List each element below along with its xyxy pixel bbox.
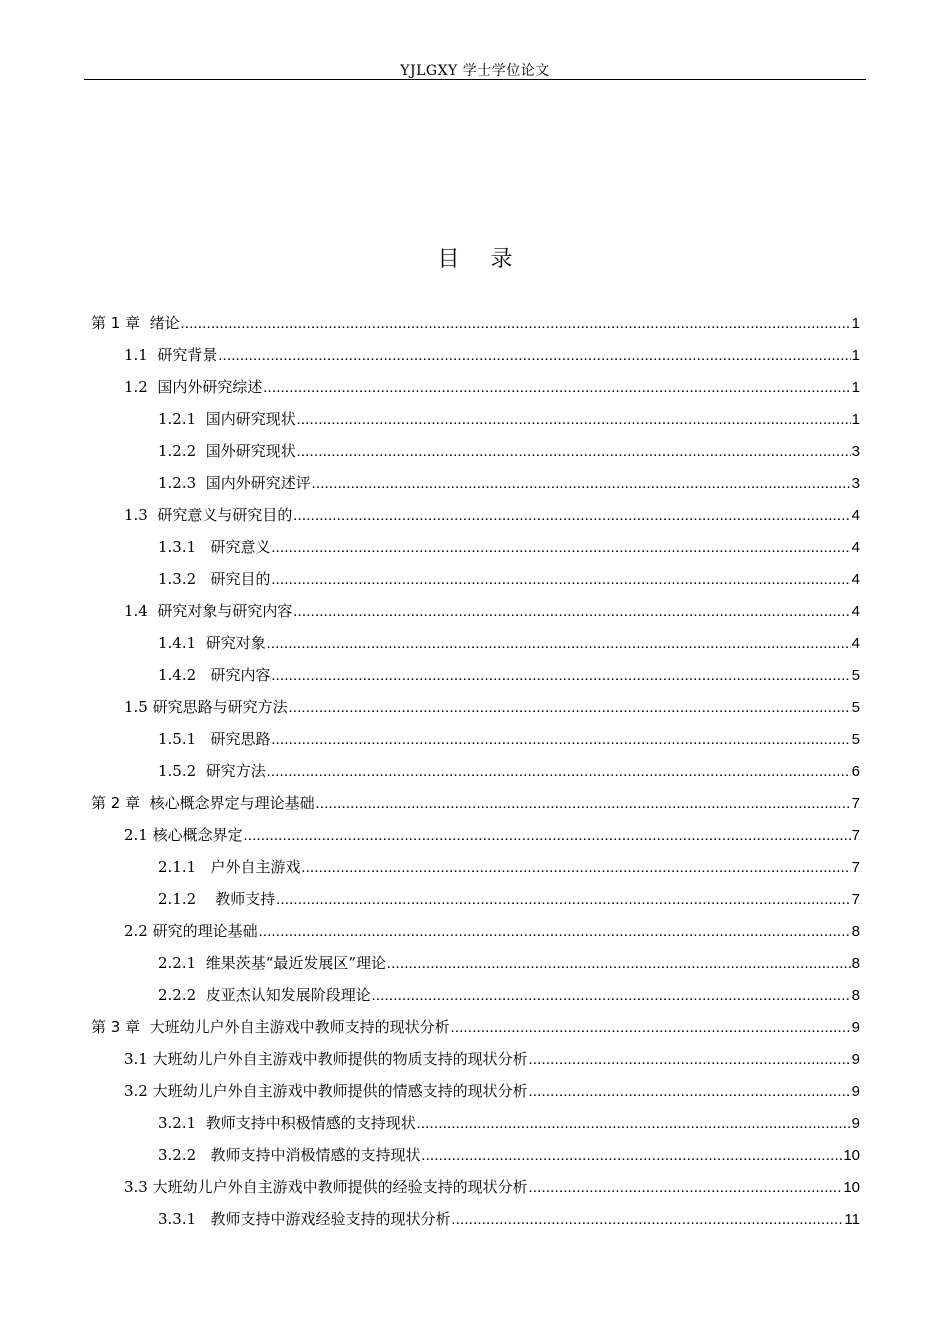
toc-dot-leader: [271, 564, 850, 596]
toc-dot-leader: [387, 948, 851, 980]
toc-entry[interactable]: [158, 979, 860, 1011]
toc-entry[interactable]: [124, 595, 860, 627]
toc-entry-page: 9: [851, 1019, 860, 1036]
toc-entry-label: 3.3 大班幼儿户外自主游戏中教师提供的经验支持的现状分析: [124, 1178, 528, 1196]
toc-entry-label: 2.2.2 皮亚杰认知发展阶段理论: [158, 986, 371, 1004]
toc-entry-page: 5: [851, 667, 860, 684]
toc-entry[interactable]: [124, 691, 860, 723]
toc-entry[interactable]: [158, 403, 860, 435]
toc-entry-label: 3.2 大班幼儿户外自主游戏中教师提供的情感支持的现状分析: [124, 1082, 528, 1100]
toc-title: 目 录: [437, 247, 525, 272]
toc-entry-page: 7: [851, 891, 860, 908]
toc-entry-page: 5: [851, 699, 860, 716]
toc-dot-leader: [529, 1044, 851, 1076]
toc-entry-label: 1.2.3 国内外研究述评: [158, 474, 311, 492]
toc-entry-label: 2.1.2 教师支持: [158, 890, 276, 908]
toc-entry-page: 3: [851, 443, 860, 460]
toc-entry-page: 7: [851, 859, 860, 876]
toc-entry-page: 1: [851, 347, 860, 364]
toc-entry-label: 3.2.2 教师支持中消极情感的支持现状: [158, 1146, 421, 1164]
toc-dot-leader: [421, 1140, 842, 1172]
toc-dot-leader: [181, 308, 851, 340]
toc-entry[interactable]: [158, 659, 860, 691]
toc-entry-page: 11: [844, 1211, 860, 1228]
toc-dot-leader: [451, 1012, 851, 1044]
toc-dot-leader: [267, 628, 851, 660]
toc-entry-page: 4: [851, 571, 860, 588]
toc-entry-label: 2.1 核心概念界定: [124, 826, 243, 844]
toc-dot-leader: [417, 1108, 851, 1140]
toc-entry-page: 8: [851, 923, 860, 940]
toc-entry-page: 8: [851, 955, 860, 972]
toc-entry-page: 9: [851, 1051, 860, 1068]
toc-entry-page: 10: [843, 1147, 860, 1164]
toc-dot-leader: [289, 692, 851, 724]
toc-entry[interactable]: [158, 435, 860, 467]
toc-entry-label: 1.4 研究对象与研究内容: [124, 602, 293, 620]
toc-entry-label: 第 1 章 绪论: [91, 314, 180, 332]
toc-dot-leader: [259, 916, 851, 948]
toc-entry-label: 3.1 大班幼儿户外自主游戏中教师提供的物质支持的现状分析: [124, 1050, 528, 1068]
toc-entry-label: 1.3.1 研究意义: [158, 538, 271, 556]
toc-entry-page: 4: [851, 539, 860, 556]
toc-dot-leader: [451, 1204, 843, 1236]
toc-entry-page: 8: [851, 987, 860, 1004]
toc-entry[interactable]: [124, 499, 860, 531]
toc-dot-leader: [293, 596, 850, 628]
toc-entry[interactable]: [158, 755, 860, 787]
toc-entry-label: 2.2.1 维果茨基“最近发展区”理论: [158, 954, 387, 972]
toc-entry-label: 1.3.2 研究目的: [158, 570, 271, 588]
toc-entry-label: 1.2 国内外研究综述: [124, 378, 263, 396]
toc-entry-label: 3.2.1 教师支持中积极情感的支持现状: [158, 1114, 416, 1132]
toc-entry-page: 7: [851, 795, 860, 812]
toc-dot-leader: [267, 756, 851, 788]
toc-entry[interactable]: [158, 947, 860, 979]
toc-entry-label: 2.1.1 户外自主游戏: [158, 858, 301, 876]
toc-dot-leader: [312, 468, 851, 500]
toc-dot-leader: [244, 820, 851, 852]
toc-dot-leader: [372, 980, 851, 1012]
toc-entry-label: 1.5.1 研究思路: [158, 730, 271, 748]
toc-entry-page: 7: [851, 827, 860, 844]
toc-entry[interactable]: [158, 467, 860, 499]
header-rule: [84, 79, 866, 80]
toc-entry-label: 1.3 研究意义与研究目的: [124, 506, 293, 524]
toc-entry[interactable]: [158, 851, 860, 883]
toc-dot-leader: [263, 372, 850, 404]
toc-entry-page: 10: [843, 1179, 860, 1196]
toc-entry-page: 4: [851, 603, 860, 620]
toc-entry-page: 9: [851, 1115, 860, 1132]
toc-entry[interactable]: [158, 531, 860, 563]
toc-entry[interactable]: [91, 787, 860, 819]
toc-entry-label: 3.3.1 教师支持中游戏经验支持的现状分析: [158, 1210, 451, 1228]
toc-entry[interactable]: [124, 1043, 860, 1075]
toc-entry[interactable]: [124, 915, 860, 947]
toc-entry[interactable]: [158, 627, 860, 659]
toc-entry-page: 1: [851, 411, 860, 428]
toc-dot-leader: [316, 788, 851, 820]
toc-entry-page: 9: [851, 1083, 860, 1100]
toc-entry[interactable]: [158, 1107, 860, 1139]
toc-entry-label: 1.4.2 研究内容: [158, 666, 271, 684]
toc-dot-leader: [276, 884, 850, 916]
toc-entry-page: 1: [851, 379, 860, 396]
toc-dot-leader: [218, 340, 850, 372]
toc-entry-page: 5: [851, 731, 860, 748]
toc-dot-leader: [529, 1172, 843, 1204]
toc-dot-leader: [271, 532, 850, 564]
toc-entry-label: 1.5.2 研究方法: [158, 762, 266, 780]
toc-entry[interactable]: [124, 1171, 860, 1203]
toc-entry-label: 2.2 研究的理论基础: [124, 922, 258, 940]
toc-dot-leader: [297, 404, 851, 436]
toc-entry[interactable]: [124, 1075, 860, 1107]
toc-dot-leader: [271, 724, 850, 756]
toc-entry[interactable]: [124, 339, 860, 371]
toc-entry-page: 4: [851, 507, 860, 524]
toc-dot-leader: [293, 500, 850, 532]
toc-entry-label: 第 2 章 核心概念界定与理论基础: [91, 794, 315, 812]
toc-entry-page: 4: [851, 635, 860, 652]
toc-entry[interactable]: [158, 723, 860, 755]
toc-entry[interactable]: [158, 1139, 860, 1171]
toc-dot-leader: [529, 1076, 851, 1108]
page-header: YJLGXY 学士学位论文: [400, 63, 550, 79]
toc-entry[interactable]: [158, 1203, 860, 1235]
toc-entry-page: 1: [851, 315, 860, 332]
toc-entry-label: 1.2.2 国外研究现状: [158, 442, 296, 460]
toc-entry[interactable]: [158, 883, 860, 915]
toc-dot-leader: [297, 436, 851, 468]
toc-entry-label: 1.5 研究思路与研究方法: [124, 698, 288, 716]
toc-entry[interactable]: [91, 1011, 860, 1043]
toc-entry[interactable]: [91, 307, 860, 339]
toc-entry-page: 6: [851, 763, 860, 780]
toc-entry[interactable]: [158, 563, 860, 595]
toc-entry-label: 1.4.1 研究对象: [158, 634, 266, 652]
toc-entry[interactable]: [124, 819, 860, 851]
toc-entry-page: 3: [851, 475, 860, 492]
toc-entry[interactable]: [124, 371, 860, 403]
toc-list: [0, 307, 950, 1235]
toc-dot-leader: [271, 660, 850, 692]
toc-dot-leader: [301, 852, 850, 884]
toc-entry-label: 1.2.1 国内研究现状: [158, 410, 296, 428]
toc-entry-label: 1.1 研究背景: [124, 346, 218, 364]
toc-entry-label: 第 3 章 大班幼儿户外自主游戏中教师支持的现状分析: [91, 1018, 450, 1036]
